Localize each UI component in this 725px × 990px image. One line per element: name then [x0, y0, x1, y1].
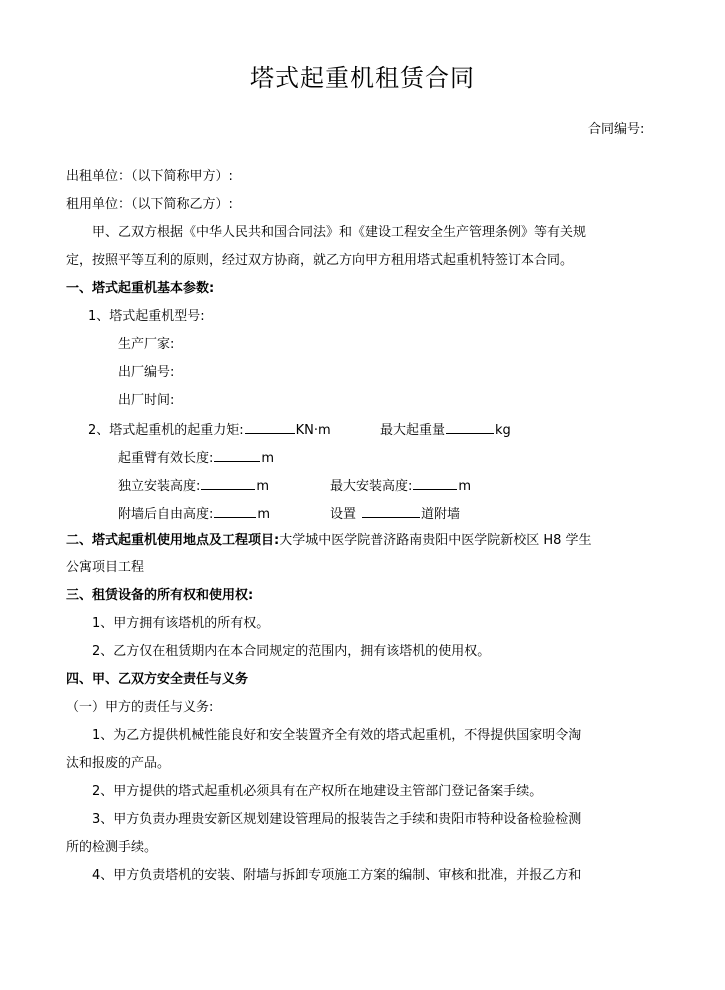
manufacturer-label: 生产厂家:: [118, 337, 175, 352]
max-height-label: 最大安装高度:: [330, 479, 413, 494]
wall-ties-row: [330, 505, 460, 523]
wall-ties-suffix: 道附墙: [421, 507, 461, 522]
boom-length-unit: m: [261, 451, 275, 466]
free-height-label: 独立安装高度:: [118, 479, 201, 494]
ownership-clause: 1、甲方拥有该塔机的所有权。: [92, 616, 270, 631]
free-height-unit: m: [256, 479, 270, 494]
duty-3-line-1: 3、甲方负责办理贵安新区规划建设管理局的报装告之手续和贵阳市特种设备检验检测: [92, 812, 582, 827]
section-4-heading: 四、甲、乙双方安全责任与义务: [66, 672, 249, 687]
section-1-heading: 一、塔式起重机基本参数:: [66, 281, 215, 296]
boom-length-label: 起重臂有效长度:: [118, 451, 214, 466]
section-3-heading: 三、租赁设备的所有权和使用权:: [66, 588, 254, 603]
project-location-continued: 公寓项目工程: [66, 560, 145, 575]
usage-right-clause: 2、乙方仅在租赁期内在本合同规定的范围内，拥有该塔机的使用权。: [92, 644, 491, 659]
wall-free-height-unit: m: [257, 507, 271, 522]
free-height-blank: [201, 477, 255, 490]
wall-free-height-row: [118, 505, 270, 523]
section-2-row: [66, 533, 592, 549]
manufacture-date-label: 出厂时间:: [118, 393, 175, 408]
serial-number-label: 出厂编号:: [118, 365, 175, 380]
max-height-row: [330, 477, 471, 495]
max-load-row: [380, 421, 511, 439]
boom-length-row: [118, 449, 274, 467]
lifting-moment-unit: KN·m: [295, 423, 331, 438]
duty-4-line-1: 4、甲方负责塔机的安装、附墙与拆卸专项施工方案的编制、审核和批准，并报乙方和: [92, 868, 582, 883]
wall-free-height-blank: [214, 505, 256, 518]
section-2-heading: 二、塔式起重机使用地点及工程项目:: [66, 533, 280, 548]
max-load-unit: kg: [495, 423, 511, 438]
wall-ties-label: 设置: [330, 507, 357, 522]
max-load-label: 最大起重量: [380, 423, 446, 438]
free-height-row: [118, 477, 269, 495]
lifting-moment-blank: [245, 421, 295, 434]
lifting-moment-row: [88, 421, 331, 439]
lessor-label: 出租单位：（以下简称甲方）:: [66, 169, 233, 184]
lifting-moment-label: 2、塔式起重机的起重力矩:: [88, 423, 244, 438]
contract-number-label: 合同编号:: [588, 122, 645, 137]
wall-free-height-label: 附墙后自由高度:: [118, 507, 214, 522]
max-height-blank: [413, 477, 457, 490]
duty-1-line-1: 1、为乙方提供机械性能良好和安全装置齐全有效的塔式起重机，不得提供国家明令淘: [92, 728, 582, 743]
max-load-blank: [446, 421, 494, 434]
intro-line-1: 甲、乙双方根据《中华人民共和国合同法》和《建设工程安全生产管理条例》等有关规: [92, 225, 587, 240]
document-title: 塔式起重机租赁合同: [250, 64, 475, 92]
lessee-label: 租用单位：（以下简称乙方）:: [66, 197, 233, 212]
party-a-duties-heading: （一）甲方的责任与义务:: [66, 700, 214, 715]
intro-line-2: 定，按照平等互利的原则，经过双方协商，就乙方向甲方租用塔式起重机特签订本合同。: [66, 253, 574, 268]
max-height-unit: m: [458, 479, 472, 494]
duty-3-line-2: 所的检测手续。: [66, 840, 158, 855]
crane-model-label: 1、塔式起重机型号:: [88, 309, 205, 324]
wall-ties-blank: [362, 505, 420, 518]
duty-2: 2、甲方提供的塔式起重机必须具有在产权所在地建设主管部门登记备案手续。: [92, 784, 543, 799]
project-location: 大学城中医学院普济路南贵阳中医学院新校区 H8 学生: [279, 533, 592, 548]
boom-length-blank: [214, 449, 260, 462]
duty-1-line-2: 汰和报废的产品。: [66, 756, 171, 771]
